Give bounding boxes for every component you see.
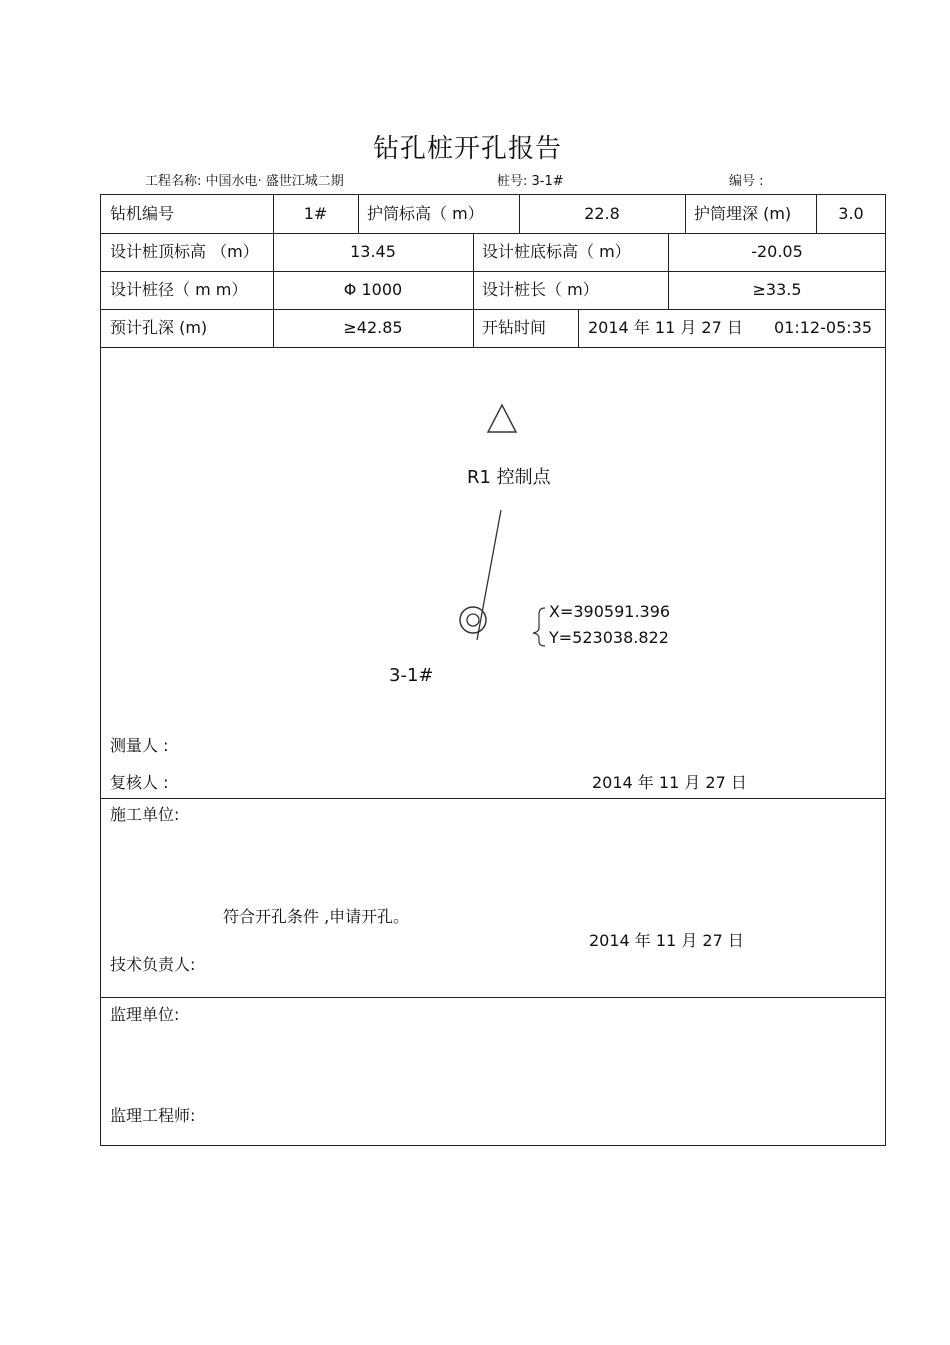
cell-start-date: 2014 年 11 月 27 日 xyxy=(588,318,743,337)
cell-pile-diameter-label: 设计桩径（ m m） xyxy=(110,280,248,299)
supervisor-engineer-label: 监理工程师: xyxy=(110,1106,196,1125)
coordinate-x: X=390591.396 xyxy=(549,602,671,621)
tech-lead-label: 技术负责人: xyxy=(110,955,196,974)
contractor-unit-label: 施工单位: xyxy=(110,805,180,824)
cell-casing-elevation-label: 护筒标高（ m） xyxy=(367,204,484,223)
cell-casing-depth-value: 3.0 xyxy=(838,204,864,223)
cell-rig-number-label: 钻机编号 xyxy=(110,204,175,223)
cell-hole-depth-label: 预计孔深 (m) xyxy=(110,318,208,337)
offset-line xyxy=(477,510,501,640)
supervisor-unit-label: 监理单位: xyxy=(110,1005,180,1024)
cell-top-elevation-value: 13.45 xyxy=(350,242,396,261)
coordinate-brace-icon xyxy=(533,608,545,646)
cell-bottom-elevation-label: 设计桩底标高（ m） xyxy=(482,242,631,261)
cell-pile-length-label: 设计桩长（ m） xyxy=(482,280,599,299)
pile-position-outer-circle-icon xyxy=(460,607,486,633)
cell-pile-length-value: ≥33.5 xyxy=(752,280,802,299)
reviewer-label: 复核人 : xyxy=(110,773,169,792)
pile-number: 桩号: 3-1# xyxy=(497,174,564,189)
cell-hole-depth-value: ≥42.85 xyxy=(343,318,403,337)
survey-date: 2014 年 11 月 27 日 xyxy=(592,773,747,792)
report-number: 编号 : xyxy=(729,174,764,189)
cell-bottom-elevation-value: -20.05 xyxy=(751,242,803,261)
cell-top-elevation-label: 设计桩顶标高 （m） xyxy=(110,242,259,261)
cell-casing-elevation-value: 22.8 xyxy=(584,204,620,223)
project-name: 工程名称: 中国水电· 盛世江城二期 xyxy=(145,174,344,189)
cell-start-time-range: 01:12-05:35 xyxy=(774,318,872,337)
cell-start-time-label: 开钻时间 xyxy=(482,318,547,337)
contractor-date: 2014 年 11 月 27 日 xyxy=(589,931,744,950)
surveyor-label: 测量人 : xyxy=(110,736,169,755)
coordinate-y: Y=523038.822 xyxy=(549,628,669,647)
control-point-triangle-icon xyxy=(488,405,516,432)
cell-rig-number-value: 1# xyxy=(303,204,328,223)
control-point-label: R1 控制点 xyxy=(467,467,551,488)
cell-pile-diameter-value: Φ 1000 xyxy=(343,280,403,299)
pile-position-inner-circle-icon xyxy=(467,614,479,626)
contractor-statement: 符合开孔条件 ,申请开孔。 xyxy=(223,907,410,926)
pile-label: 3-1# xyxy=(389,665,434,686)
cell-casing-depth-label: 护筒埋深 (m) xyxy=(694,204,792,223)
page-title: 钻孔桩开孔报告 xyxy=(372,134,562,164)
